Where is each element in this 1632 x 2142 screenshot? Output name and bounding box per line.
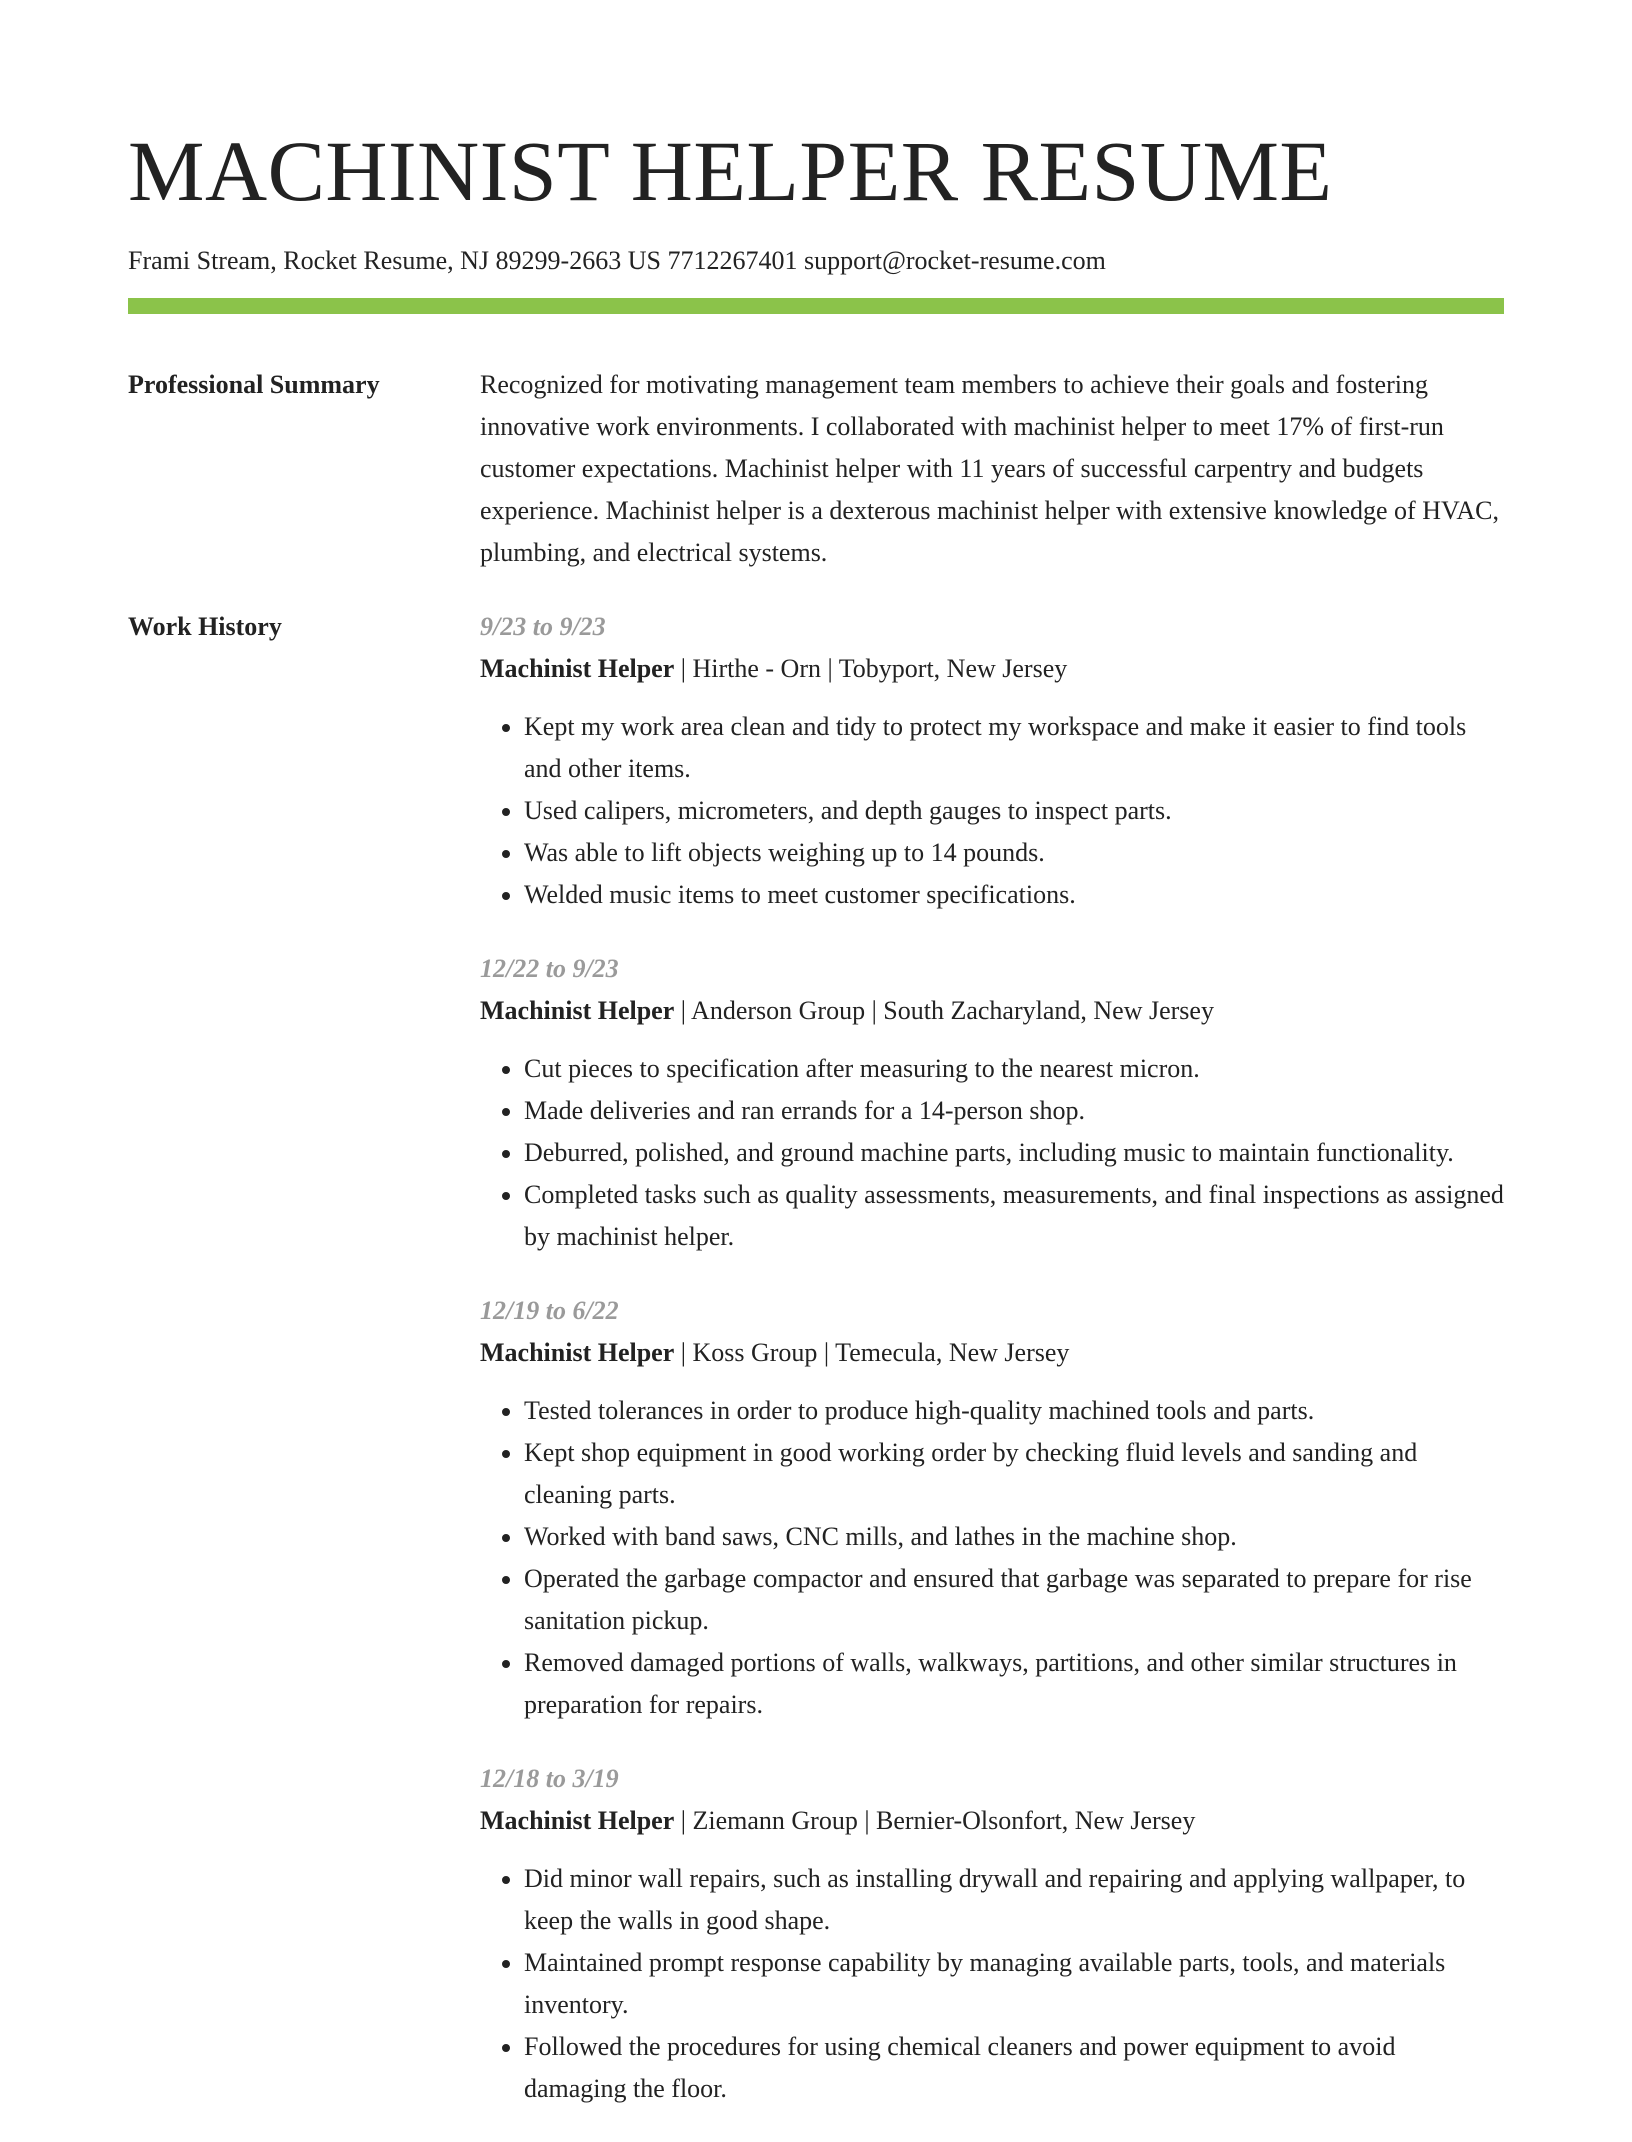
job-duty: • Followed the procedures for using chemical cleaners and power equipment to avoid damaging the floor. [524, 2026, 1504, 2110]
contact-line: Frami Stream, Rocket Resume, NJ 89299-2663 US 7712267401 support@rocket-resume.com [128, 246, 1106, 275]
job-details: | Anderson Group | South Zacharyland, New Jersey [674, 996, 1214, 1025]
job-duties-list [480, 1390, 1504, 1726]
job-entry [480, 948, 1504, 1258]
resume-title: MACHINIST HELPER RESUME [128, 123, 1333, 219]
job-duty: • Was able to lift objects weighing up to 14 pounds. [524, 832, 1504, 874]
job-duty: • Maintained prompt response capability by managing available parts, tools, and materials inventory. [524, 1942, 1504, 2026]
resume-page [128, 0, 1504, 2142]
job-details: | Koss Group | Temecula, New Jersey [674, 1338, 1070, 1367]
job-duty: • Welded music items to meet customer specifications. [524, 874, 1504, 916]
summary-text: Recognized for motivating management team members to achieve their goals and fostering innovative work environments. I collaborated with machinist helper to meet 17% of first-run customer expectations. Machinist helper with 11 years of successful carpentry and budgets experience. Machinist helper is a dexterous machinist helper with extensive knowledge of HVAC, plumbing, and electrical systems. [480, 370, 1500, 567]
job-duty: • Worked with band saws, CNC mills, and lathes in the machine shop. [524, 1516, 1504, 1558]
job-heading [480, 648, 1504, 690]
job-entry [480, 1290, 1504, 1726]
job-duty: • Removed damaged portions of walls, walkways, partitions, and other similar structures in preparation for repairs. [524, 1642, 1504, 1726]
work-history-section [128, 606, 1504, 2142]
job-heading [480, 1332, 1504, 1374]
job-entry [480, 606, 1504, 916]
job-details: | Ziemann Group | Bernier-Olsonfort, New Jersey [674, 1806, 1196, 1835]
job-duty: • Tested tolerances in order to produce high-quality machined tools and parts. [524, 1390, 1504, 1432]
job-dates: 9/23 to 9/23 [480, 612, 606, 641]
professional-summary-section [128, 364, 1504, 574]
job-duty: • Kept my work area clean and tidy to protect my workspace and make it easier to find tools and other items. [524, 706, 1504, 790]
job-title: Machinist Helper [480, 996, 675, 1025]
job-duty: • Cut pieces to specification after measuring to the nearest micron. [524, 1048, 1504, 1090]
section-heading-work-history: Work History [128, 612, 282, 641]
job-title: Machinist Helper [480, 1806, 675, 1835]
job-dates: 12/19 to 6/22 [480, 1296, 619, 1325]
job-details: | Hirthe - Orn | Tobyport, New Jersey [674, 654, 1068, 683]
job-duty: • Used calipers, micrometers, and depth gauges to inspect parts. [524, 790, 1504, 832]
job-title: Machinist Helper [480, 654, 675, 683]
accent-divider [128, 298, 1504, 314]
job-duty: • Did minor wall repairs, such as installing drywall and repairing and applying wallpaper, to keep the walls in good shape. [524, 1858, 1504, 1942]
job-duty: • Made deliveries and ran errands for a 14-person shop. [524, 1090, 1504, 1132]
job-dates: 12/22 to 9/23 [480, 954, 619, 983]
job-heading [480, 990, 1504, 1032]
job-entry [480, 1758, 1504, 2110]
section-heading-summary: Professional Summary [128, 370, 380, 399]
job-duties-list [480, 1858, 1504, 2110]
job-dates: 12/18 to 3/19 [480, 1764, 619, 1793]
job-heading [480, 1800, 1504, 1842]
job-duty: • Kept shop equipment in good working order by checking fluid levels and sanding and cleaning parts. [524, 1432, 1504, 1516]
job-duties-list [480, 706, 1504, 916]
job-duty: • Completed tasks such as quality assessments, measurements, and final inspections as assigned by machinist helper. [524, 1174, 1504, 1258]
job-duty: • Operated the garbage compactor and ensured that garbage was separated to prepare for rise sanitation pickup. [524, 1558, 1504, 1642]
job-duty: • Deburred, polished, and ground machine parts, including music to maintain functionality. [524, 1132, 1504, 1174]
job-title: Machinist Helper [480, 1338, 675, 1367]
job-duties-list [480, 1048, 1504, 1258]
